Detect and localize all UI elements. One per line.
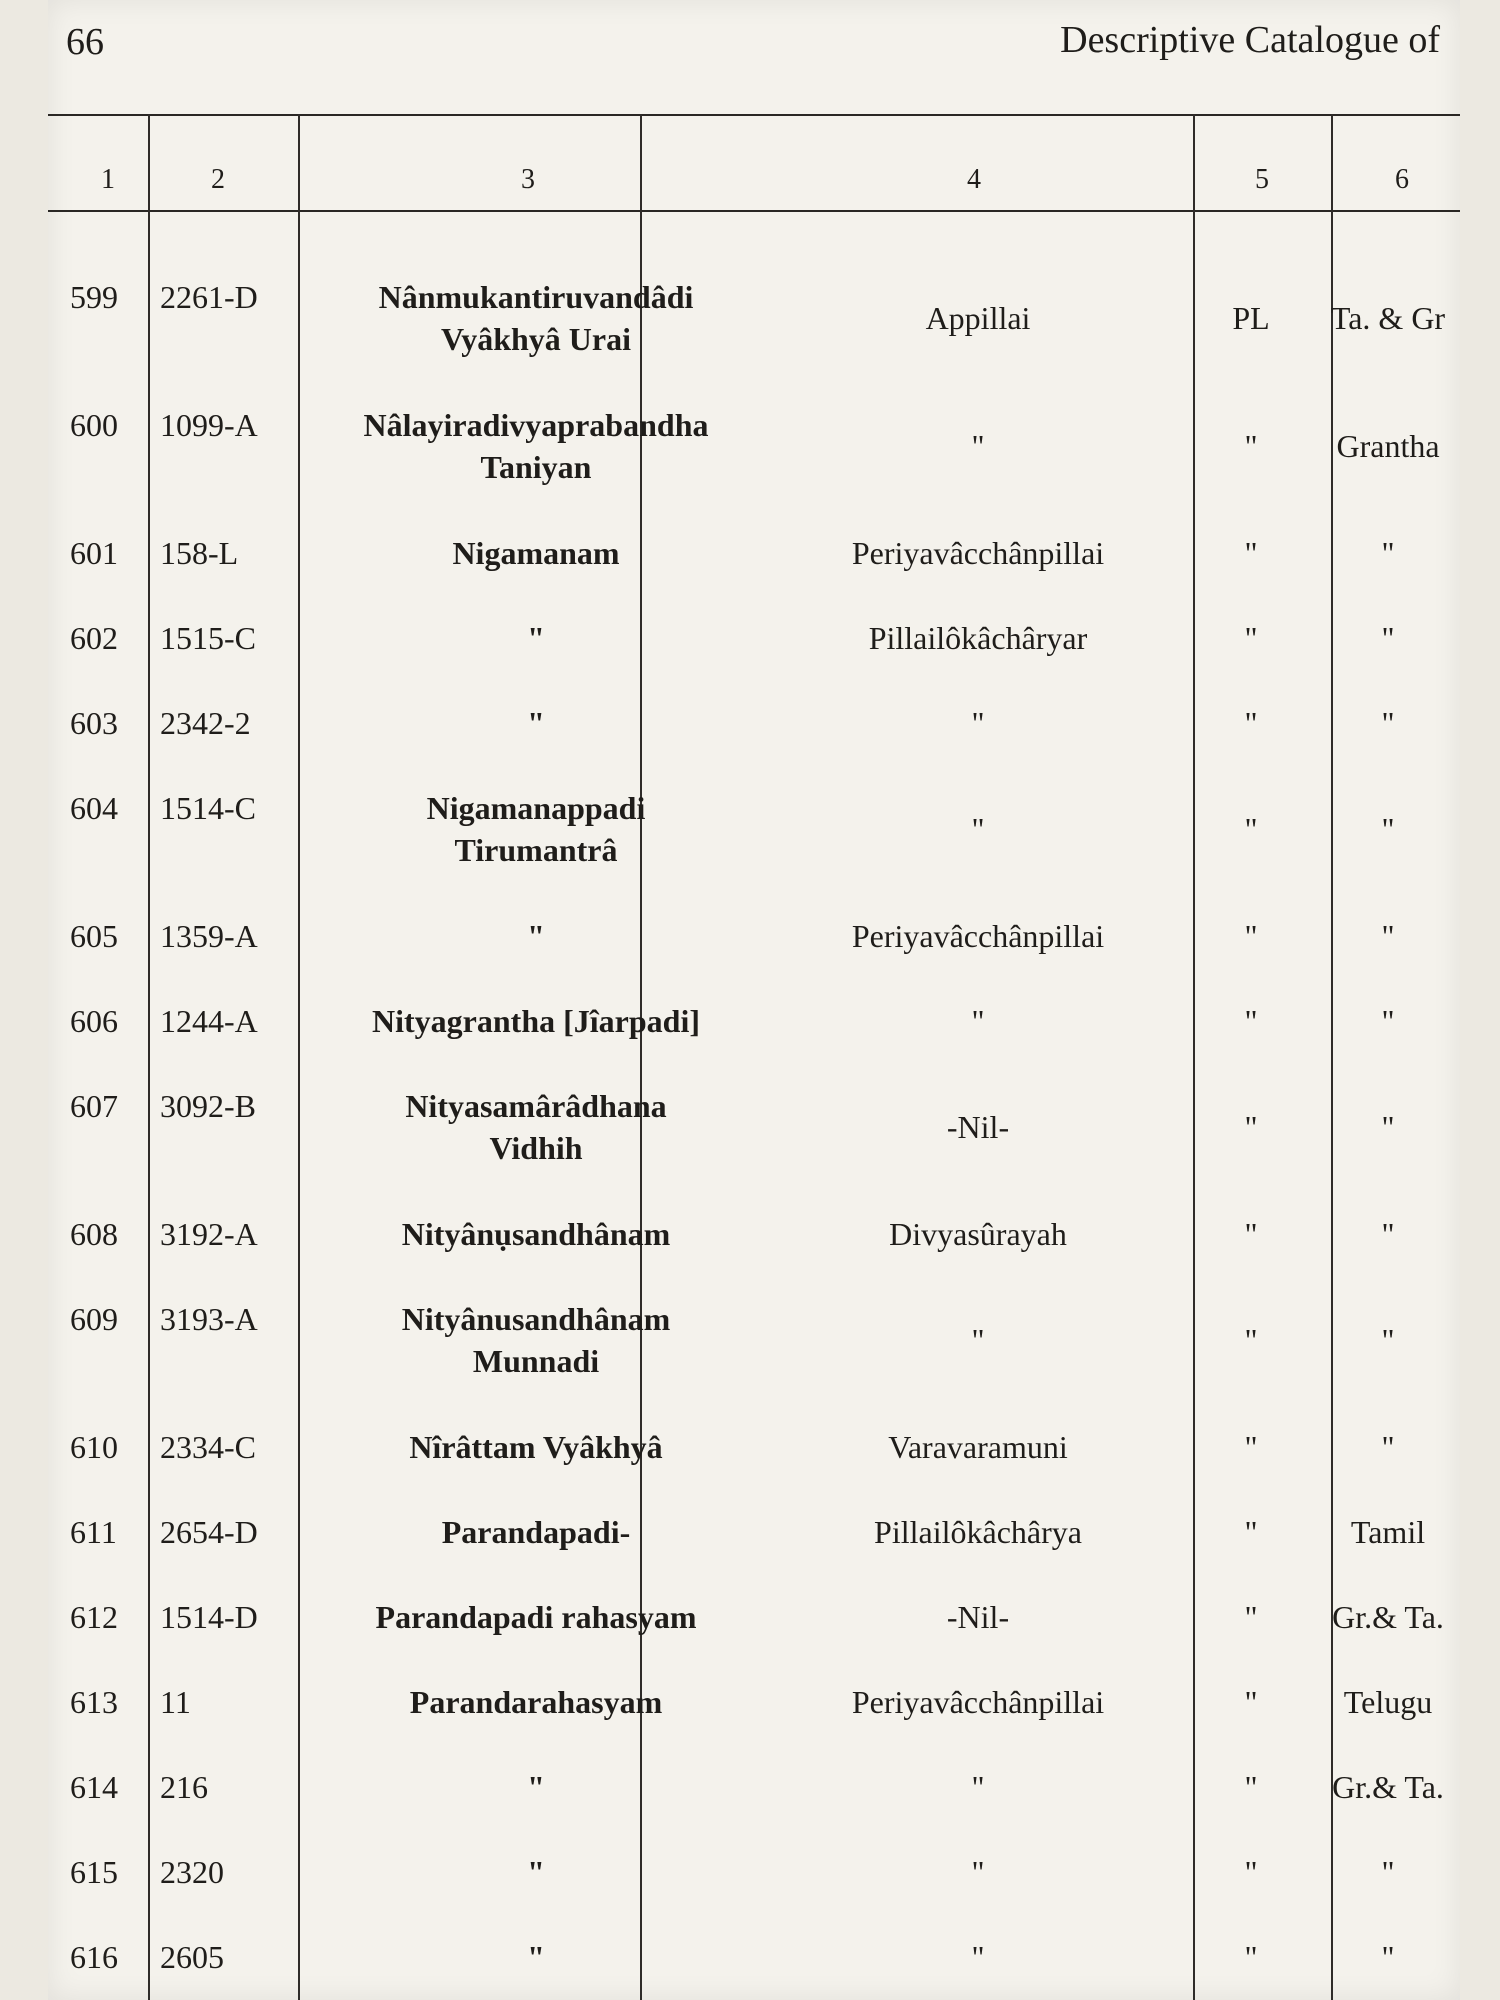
- script: ": [1381, 811, 1395, 847]
- page-number: 66: [66, 21, 104, 63]
- work-title-line: ": [527, 1769, 545, 1805]
- script: ": [1381, 705, 1395, 741]
- work-title-line: Nityagrantha [Jîarpadi]: [372, 1003, 700, 1039]
- manuscript-number: 158-L: [160, 535, 239, 571]
- serial-number: 606: [70, 1003, 118, 1039]
- work-title-line: Nigamanappadi: [426, 790, 646, 826]
- work-title-line: Nityasamârâdhana: [405, 1088, 667, 1124]
- material: ": [1244, 1429, 1258, 1465]
- work-title: [316, 915, 756, 957]
- serial-number: 613: [70, 1684, 118, 1720]
- author: -Nil-: [946, 1109, 1010, 1145]
- catalogue-page: [48, 0, 1460, 2000]
- manuscript-number: 1099-A: [160, 407, 258, 443]
- manuscript-number: 1515-C: [160, 620, 256, 656]
- catalogue-table: [48, 114, 1460, 2000]
- work-title-line: ": [527, 1854, 545, 1890]
- material: ": [1244, 1003, 1258, 1039]
- manuscript-number: 1514-D: [160, 1599, 258, 1635]
- material: ": [1244, 1939, 1258, 1975]
- material: ": [1244, 1514, 1258, 1550]
- script: Grantha: [1336, 428, 1440, 464]
- material: ": [1244, 811, 1258, 847]
- manuscript-number: 2654-D: [160, 1514, 258, 1550]
- serial-number: 610: [70, 1429, 118, 1465]
- serial-number: 600: [70, 407, 118, 443]
- author: Divyasûrayah: [889, 1216, 1067, 1252]
- author: Varavaramuni: [888, 1429, 1068, 1465]
- work-title: [316, 702, 756, 744]
- work-title-line: Parandapadi rahasyam: [375, 1599, 697, 1635]
- serial-number: 611: [70, 1514, 117, 1550]
- author: ": [971, 428, 985, 464]
- script: ": [1381, 1216, 1395, 1252]
- work-title-line: ": [527, 1939, 545, 1975]
- work-title-line: Nityânụsandhânam: [401, 1216, 671, 1252]
- work-title-line: Nânmukantiruvandâdi: [378, 279, 694, 315]
- material: PL: [1232, 300, 1270, 336]
- manuscript-number: 1359-A: [160, 918, 258, 954]
- manuscript-number: 2261-D: [160, 279, 258, 315]
- work-title-line: ": [527, 705, 545, 741]
- work-title: [316, 1936, 756, 1978]
- serial-number: 609: [70, 1301, 118, 1337]
- column-header-5: 5: [1255, 164, 1269, 195]
- script: ": [1381, 535, 1395, 571]
- work-title: [316, 1851, 756, 1893]
- author: ": [971, 1322, 985, 1358]
- author: Appillai: [925, 300, 1031, 336]
- author: ": [971, 1854, 985, 1890]
- script: ": [1381, 1109, 1395, 1145]
- work-title-line: Munnadi: [472, 1343, 600, 1379]
- work-title: [316, 617, 756, 659]
- author: Periyavâcchânpillai: [851, 1684, 1105, 1720]
- page-header: [48, 10, 1460, 80]
- work-title-line: Nityânusandhânam: [401, 1301, 671, 1337]
- script: ": [1381, 620, 1395, 656]
- manuscript-number: 1514-C: [160, 790, 256, 826]
- script: ": [1381, 1854, 1395, 1890]
- author: ": [971, 1769, 985, 1805]
- material: ": [1244, 1684, 1258, 1720]
- column-header-6: 6: [1395, 164, 1409, 195]
- work-title-line: Tirumantrâ: [454, 832, 618, 868]
- manuscript-number: 2320: [160, 1854, 224, 1890]
- author: Periyavâcchânpillai: [851, 535, 1105, 571]
- manuscript-number: 2334-C: [160, 1429, 256, 1465]
- work-title: [316, 1000, 756, 1042]
- author: ": [971, 811, 985, 847]
- script: Ta. & Gr: [1330, 300, 1446, 336]
- material: ": [1244, 1854, 1258, 1890]
- author: ": [971, 1003, 985, 1039]
- work-title-line: Vidhih: [489, 1130, 583, 1166]
- serial-number: 615: [70, 1854, 118, 1890]
- work-title: [316, 787, 756, 871]
- column-header-1: 1: [101, 164, 115, 195]
- work-title: [316, 532, 756, 574]
- work-title-line: ": [527, 918, 545, 954]
- work-title: [316, 1085, 756, 1169]
- work-title-line: Nâlayiradivyaprabandha: [363, 407, 709, 443]
- script: Gr.& Ta.: [1332, 1599, 1444, 1635]
- header-bottom-rule: [48, 210, 1460, 212]
- script: ": [1381, 1003, 1395, 1039]
- work-title: [316, 1766, 756, 1808]
- work-title: [316, 1298, 756, 1382]
- work-title-line: ": [527, 620, 545, 656]
- table-top-rule: [48, 114, 1460, 116]
- material: ": [1244, 620, 1258, 656]
- serial-number: 608: [70, 1216, 118, 1252]
- column-header-2: 2: [211, 164, 225, 195]
- manuscript-number: 3192-A: [160, 1216, 258, 1252]
- material: ": [1244, 705, 1258, 741]
- manuscript-number: 3193-A: [160, 1301, 258, 1337]
- author: ": [971, 1939, 985, 1975]
- serial-number: 616: [70, 1939, 118, 1975]
- manuscript-number: 2342-2: [160, 705, 251, 741]
- script: Gr.& Ta.: [1332, 1769, 1444, 1805]
- material: ": [1244, 1769, 1258, 1805]
- serial-number: 605: [70, 918, 118, 954]
- column-header-3: 3: [521, 164, 535, 195]
- author: Pillailôkâchâryar: [868, 620, 1088, 656]
- serial-number: 603: [70, 705, 118, 741]
- manuscript-number: 11: [160, 1684, 191, 1720]
- script: ": [1381, 1429, 1395, 1465]
- work-title-line: Nigamanam: [452, 535, 620, 571]
- material: ": [1244, 1216, 1258, 1252]
- work-title: [316, 404, 756, 488]
- serial-number: 599: [70, 279, 118, 315]
- material: ": [1244, 1322, 1258, 1358]
- work-title-line: Parandapadi-: [441, 1514, 631, 1550]
- work-title-line: Vyâkhyâ Urai: [441, 321, 631, 357]
- material: ": [1244, 1599, 1258, 1635]
- material: ": [1244, 1109, 1258, 1145]
- work-title: [316, 1511, 756, 1553]
- work-title: [316, 1213, 756, 1255]
- script: Tamil: [1350, 1514, 1426, 1550]
- work-title-line: Nîrâttam Vyâkhyâ: [409, 1429, 663, 1465]
- serial-number: 601: [70, 535, 118, 571]
- script: ": [1381, 1939, 1395, 1975]
- script: ": [1381, 918, 1395, 954]
- manuscript-number: 216: [160, 1769, 208, 1805]
- author: Pillailôkâchârya: [874, 1514, 1082, 1550]
- work-title: [316, 276, 756, 360]
- material: ": [1244, 535, 1258, 571]
- manuscript-number: 2605: [160, 1939, 224, 1975]
- manuscript-number: 3092-B: [160, 1088, 256, 1124]
- script: ": [1381, 1322, 1395, 1358]
- work-title-line: Parandarahasyam: [409, 1684, 663, 1720]
- serial-number: 612: [70, 1599, 118, 1635]
- serial-number: 614: [70, 1769, 118, 1805]
- author: ": [971, 705, 985, 741]
- author: -Nil-: [946, 1599, 1010, 1635]
- author: Periyavâcchânpillai: [851, 918, 1105, 954]
- serial-number: 602: [70, 620, 118, 656]
- work-title: [316, 1681, 756, 1723]
- script: Telugu: [1343, 1684, 1433, 1720]
- work-title-line: Taniyan: [480, 449, 592, 485]
- material: ": [1244, 428, 1258, 464]
- manuscript-number: 1244-A: [160, 1003, 258, 1039]
- running-title: Descriptive Catalogue of: [1060, 19, 1440, 61]
- serial-number: 607: [70, 1088, 118, 1124]
- column-header-4: 4: [967, 164, 981, 195]
- serial-number: 604: [70, 790, 118, 826]
- material: ": [1244, 918, 1258, 954]
- work-title: [316, 1596, 756, 1638]
- work-title: [316, 1426, 756, 1468]
